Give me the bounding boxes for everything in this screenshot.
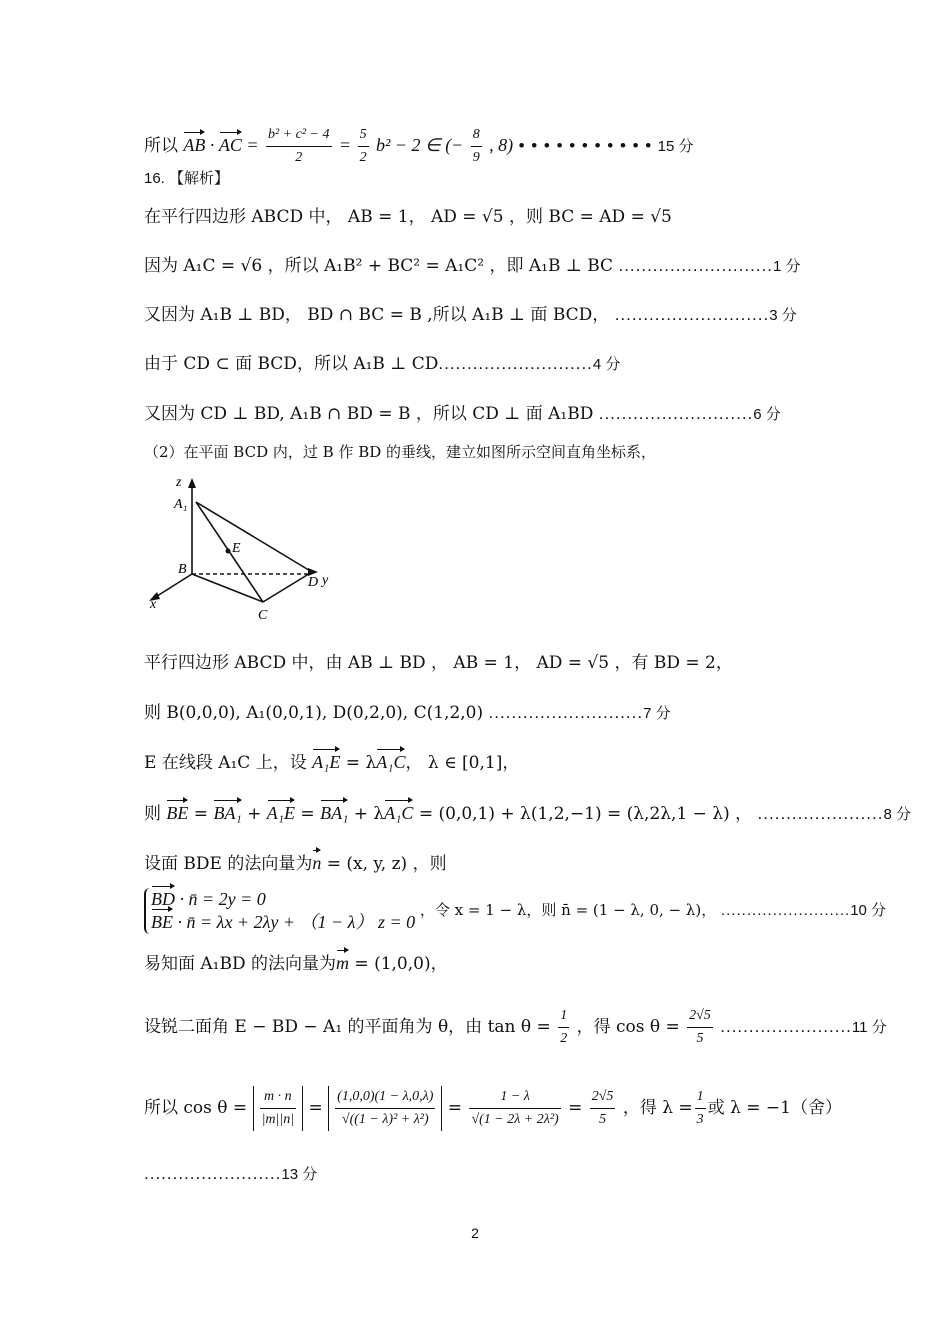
score-label: 10 分 (850, 902, 887, 919)
fraction (695, 1086, 706, 1131)
text: = (303, 1098, 329, 1118)
leader-dots: ........................... (598, 404, 754, 423)
coordinate-diagram (140, 472, 340, 622)
text: = (442, 1098, 468, 1118)
leader-dots: ........................... (488, 703, 644, 722)
vector-bd: BD (151, 889, 175, 909)
text: ，得 cos θ = (576, 1017, 680, 1037)
leader-dots: ......................... (721, 902, 851, 919)
label-c: C (258, 608, 268, 622)
frac-num: 2√5 (687, 1005, 713, 1028)
text: = (0,0,1) + λ(1,2,−1) = (λ,2λ,1 − λ) ， (413, 804, 753, 824)
vector-a1e: A₁E (266, 803, 296, 823)
fraction (266, 124, 332, 169)
line-13 (144, 1005, 887, 1050)
label-b: B (178, 562, 187, 577)
label-d: D (308, 575, 319, 590)
label-z: z (176, 475, 182, 490)
score-label: 6 分 (753, 406, 781, 423)
frac-num: 8 (471, 124, 482, 147)
leader-dots: ...................... (757, 804, 884, 823)
frac-den: 2 (295, 150, 303, 165)
fraction (687, 1005, 713, 1050)
line-14 (144, 1086, 842, 1131)
frac-num: (1,0,0)(1 − λ,0,λ) (335, 1086, 435, 1109)
score-label: 11 分 (851, 1019, 887, 1036)
text-eq: = (338, 135, 356, 155)
text: = (562, 1098, 588, 1118)
vector-ab: AB (183, 135, 206, 155)
leader-dots: ........................ (144, 1164, 282, 1183)
text: 则 (144, 804, 161, 824)
text: 所以 cos θ = (144, 1098, 248, 1118)
vector-ba1: BA₁ (213, 803, 242, 823)
line-7: 平行四边形 ABCD 中，由 AB ⊥ BD ， AB = 1， AD = √5 ，有 BD = 2， (144, 653, 733, 673)
frac-num: b² + c² − 4 (266, 124, 332, 147)
fraction (471, 124, 482, 169)
text-tail: , 8) (489, 135, 514, 155)
edge-b-c (192, 574, 263, 602)
vector-a1c: A₁C (384, 803, 414, 823)
line-2 (144, 255, 801, 278)
text: = (x, y, z) ，则 (321, 854, 447, 874)
frac-den: 5 (696, 1031, 704, 1046)
line-3 (144, 304, 797, 327)
vector-a1c: A₁C (376, 752, 406, 772)
line-system (144, 888, 886, 934)
question-heading: 16. 【解析】 (144, 170, 230, 187)
abs-fraction (328, 1086, 442, 1131)
text-mid: b² − 2 ∈ (− (375, 135, 464, 155)
vector-be: BE (151, 912, 173, 932)
text: 又因为 CD ⊥ BD, A₁B ∩ BD = B ，所以 CD ⊥ 面 A₁BD (144, 404, 594, 424)
frac-num: m · n (260, 1086, 297, 1109)
leader-dots: ....................... (720, 1017, 852, 1036)
frac-num: 1 − λ (469, 1086, 560, 1109)
frac-den: 9 (472, 150, 480, 165)
score-label: 7 分 (643, 705, 671, 722)
text: ，令 x = 1 − λ，则 n̄ = (1 − λ, 0, − λ)， (419, 901, 717, 919)
text: 由于 CD ⊂ 面 BCD，所以 A₁B ⊥ CD (144, 354, 439, 374)
text: 易知面 A₁BD 的法向量为 (144, 954, 337, 974)
text: 设面 BDE 的法向量为 (144, 854, 313, 874)
text: = (1,0,0)， (349, 954, 448, 974)
fraction (590, 1086, 616, 1131)
score-label: 3 分 (769, 307, 797, 324)
abs-fraction (253, 1086, 304, 1131)
line-8 (144, 702, 671, 725)
line-10 (144, 802, 911, 826)
score-label: 13 分 (281, 1166, 318, 1183)
score-label: 1 分 (773, 258, 801, 275)
equation-system (144, 888, 415, 934)
text: + λ (348, 804, 385, 824)
line-12 (144, 952, 448, 975)
text: ， λ ∈ [0,1]， (405, 753, 520, 773)
score-label: 8 分 (883, 806, 911, 823)
label-a1: A₁ (174, 497, 188, 512)
text: = (295, 804, 321, 824)
vector-n: n (312, 853, 322, 873)
leader-dots: ........................... (614, 305, 770, 324)
label-x: x (150, 597, 157, 612)
line-dot-product-range: 所以 AB · AC = $\frac{\text{b² + c² − 4}}{2}$ = $\frac{5}{2}$ b² − 2 ∈ (− $\frac{8}{9}$ , 8) • • • • • • • • • • • 15 分 (144, 124, 694, 169)
x-axis (154, 574, 192, 598)
edge-c-d (263, 572, 312, 602)
frac-den: 2 (359, 150, 367, 165)
text: 或 λ = −1（舍） (707, 1098, 842, 1118)
line-6: （2）在平面 BCD 内，过 B 作 BD 的垂线，建立如图所示空间直角坐标系， (144, 443, 657, 461)
leader-dots: ........................... (438, 354, 593, 373)
point-e (226, 549, 231, 554)
score-label: 15 分 (657, 138, 694, 155)
text: 则 B(0,0,0), A₁(0,0,1), D(0,2,0), C(1,2,0) (144, 703, 484, 723)
label-y: y (322, 573, 329, 588)
frac-den: 3 (696, 1112, 704, 1127)
frac-num: 1 (695, 1086, 706, 1109)
page-number: 2 (471, 1225, 479, 1241)
text: ，得 λ = (617, 1098, 693, 1118)
text: = (188, 804, 214, 824)
text: + (241, 804, 267, 824)
vector-ba1: BA₁ (320, 803, 349, 823)
text: = λ (340, 753, 377, 773)
leader-dots: • • • • • • • • • • • (518, 136, 653, 155)
text: 因为 A₁C = √6 ，所以 A₁B² + BC² = A₁C² ，即 A₁B ⊥ BC (144, 256, 614, 276)
fraction (469, 1086, 560, 1131)
z-arrow (188, 478, 196, 488)
text: E 在线段 A₁C 上，设 (144, 753, 307, 773)
text: · n̄ = 2y = 0 (175, 889, 266, 909)
frac-num: 1 (558, 1005, 569, 1028)
text-prefix: 所以 (144, 136, 178, 156)
leader-dots: ........................... (618, 256, 773, 275)
label-e: E (232, 541, 241, 556)
vector-be: BE (166, 803, 189, 823)
frac-den: 5 (599, 1112, 607, 1127)
edge-a1-d (196, 502, 312, 572)
line-4 (144, 353, 620, 376)
frac-den: 2 (560, 1031, 568, 1046)
text: 又因为 A₁B ⊥ BD， BD ∩ BC = B ,所以 A₁B ⊥ 面 BCD， (144, 305, 610, 325)
score-label: 4 分 (592, 356, 621, 373)
vector-m: m (336, 953, 350, 973)
fraction (558, 1005, 569, 1050)
text: 设锐二面角 E − BD − A₁ 的平面角为 θ，由 tan θ = (144, 1017, 551, 1037)
line-11 (144, 852, 447, 875)
frac-den: |m||n| (261, 1112, 295, 1127)
frac-num: 2√5 (590, 1086, 616, 1109)
frac-den: √((1 − λ)² + λ²) (341, 1112, 429, 1127)
vector-a1e: A₁E (312, 752, 341, 772)
line-9 (144, 751, 519, 774)
text: · n̄ = λx + 2λy + （1 − λ） z = 0 (173, 912, 416, 932)
fraction (358, 124, 369, 169)
line-1: 在平行四边形 ABCD 中， AB = 1， AD = √5 ，则 BC = AD = √5 (144, 207, 672, 227)
frac-den: √(1 − 2λ + 2λ²) (471, 1112, 559, 1127)
frac-num: 5 (358, 124, 369, 147)
line-5 (144, 403, 781, 426)
line-15 (144, 1163, 317, 1186)
vector-ac: AC (218, 135, 242, 155)
